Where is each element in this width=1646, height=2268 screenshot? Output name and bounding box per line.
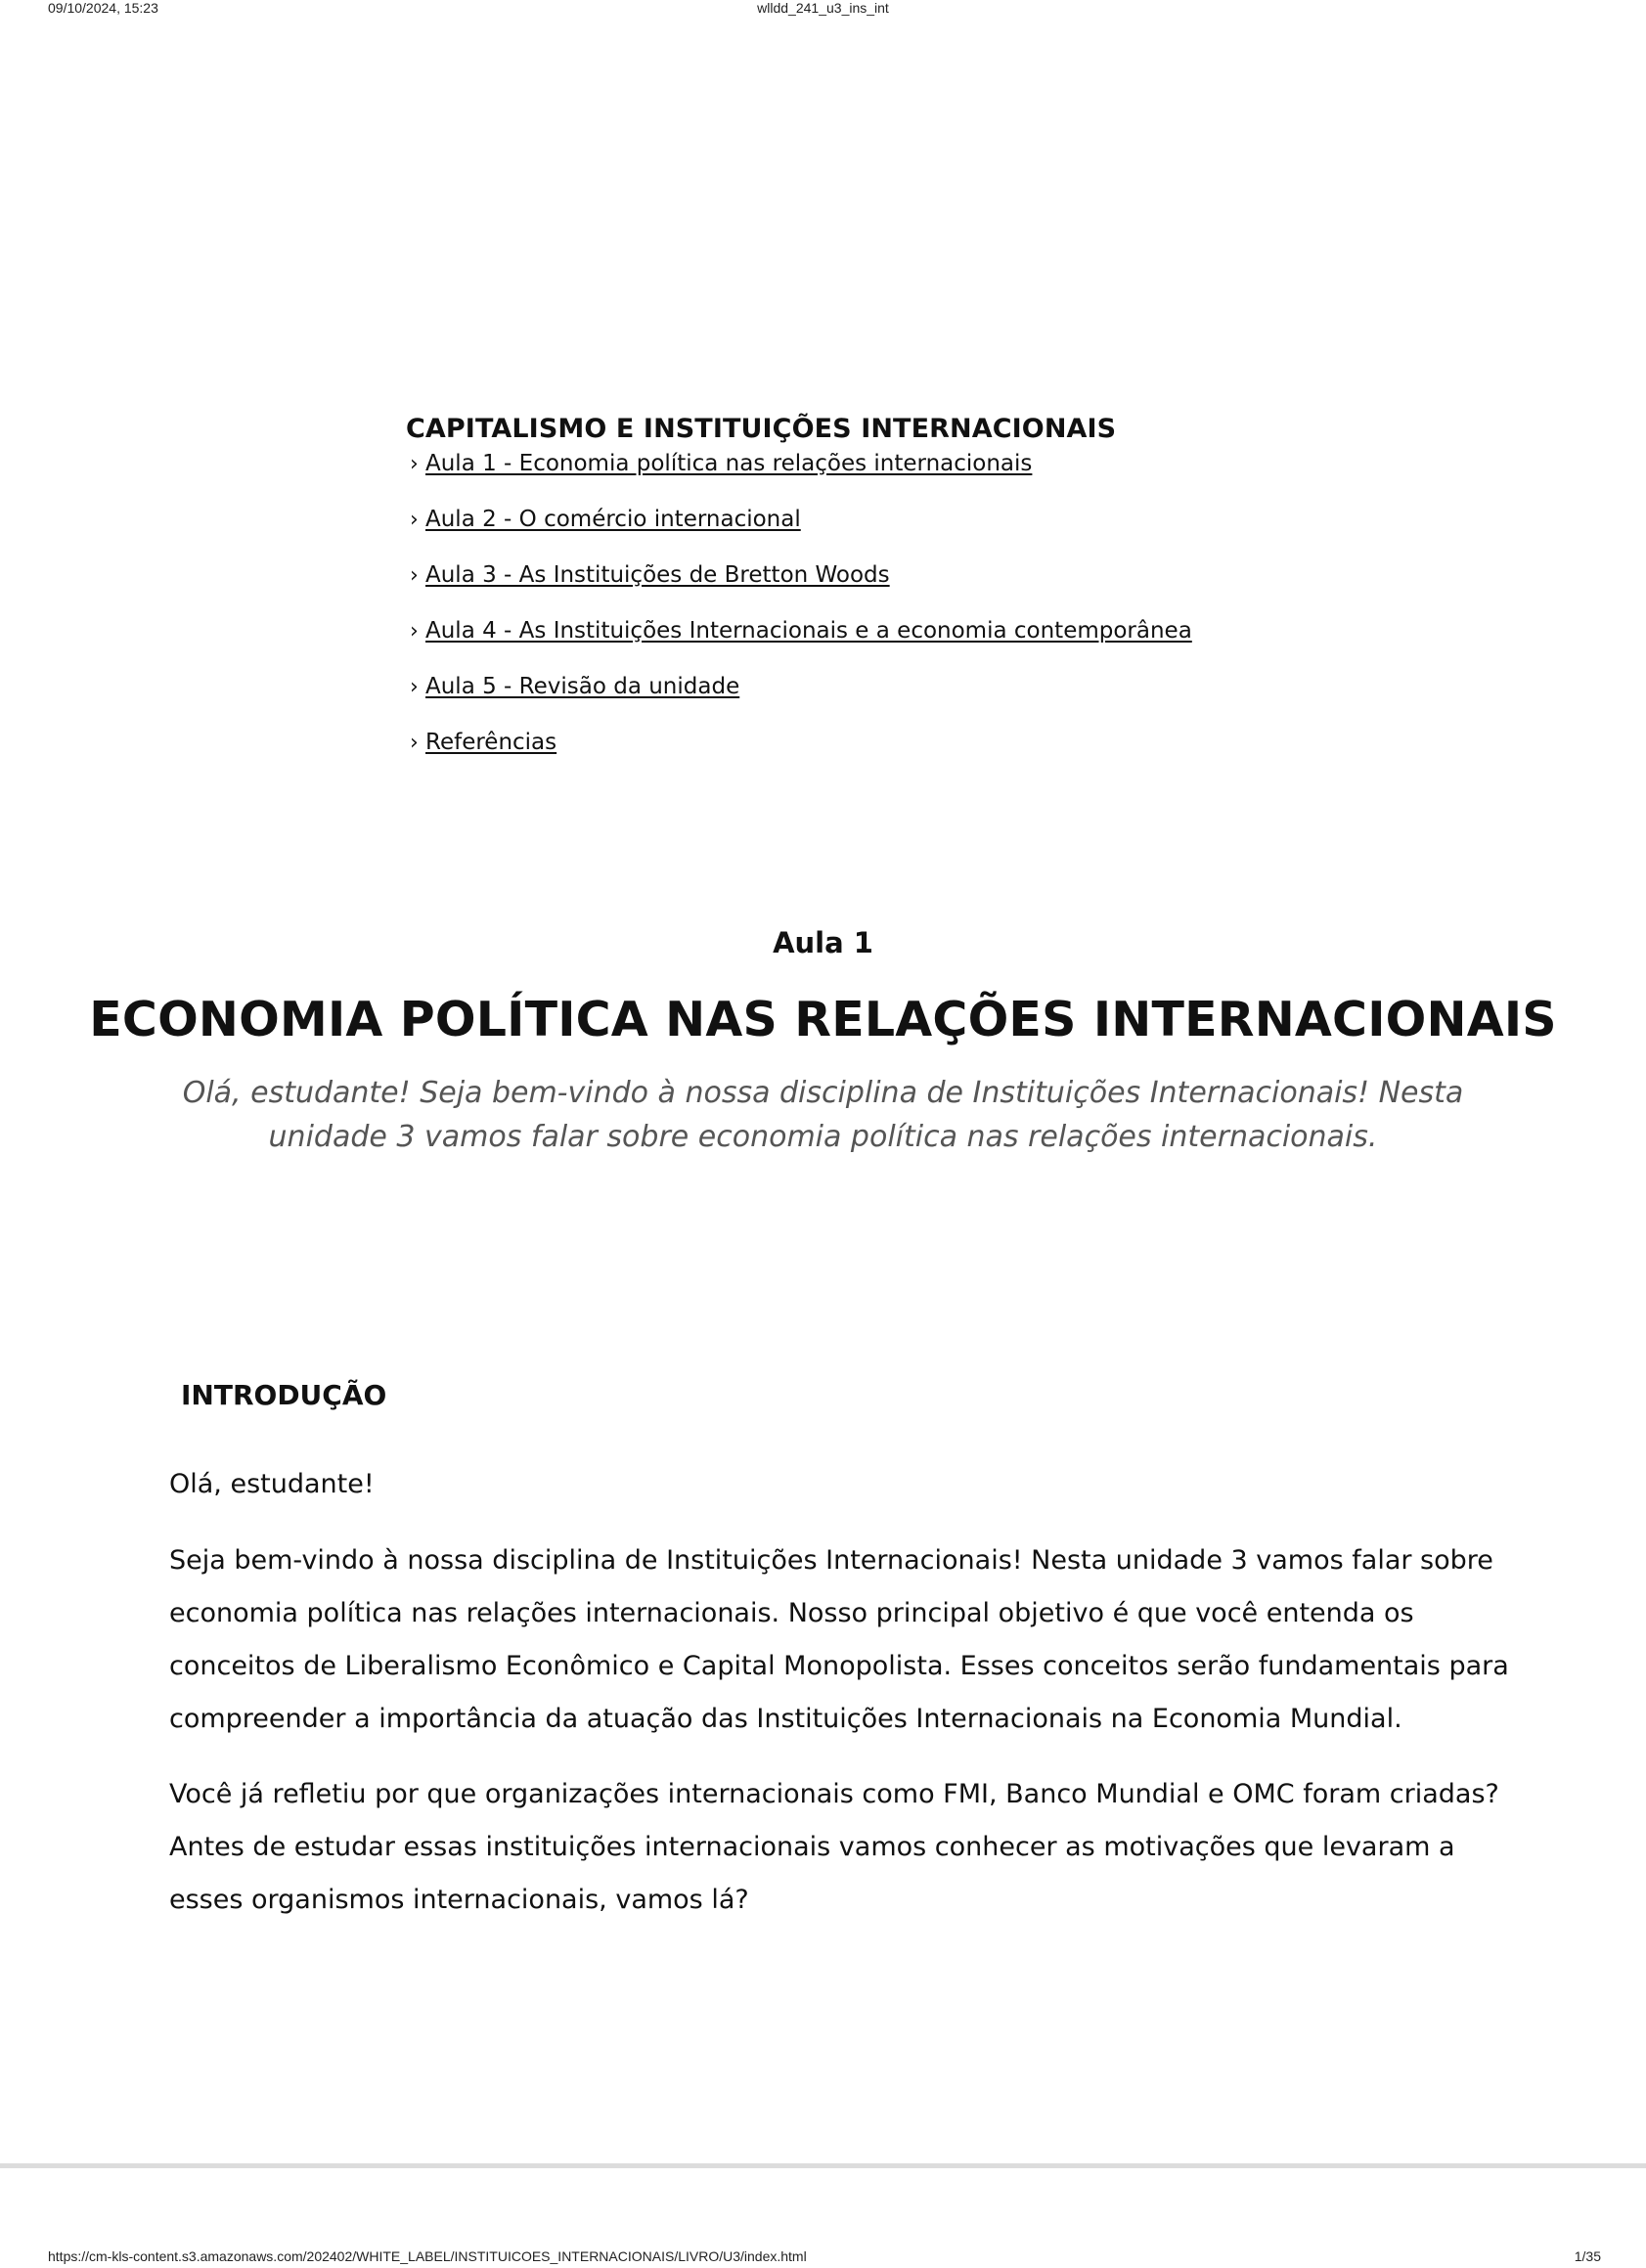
chevron-right-icon: › xyxy=(410,563,419,588)
print-header-datetime: 09/10/2024, 15:23 xyxy=(48,0,158,16)
toc-link-aula-3[interactable]: Aula 3 - As Instituições de Bretton Woods xyxy=(425,562,890,588)
introduction-greeting: Olá, estudante! xyxy=(169,1469,375,1499)
toc-link-aula-1[interactable]: Aula 1 - Economia política nas relações internacionais xyxy=(425,451,1033,476)
chevron-right-icon: › xyxy=(410,452,419,476)
introduction-heading: INTRODUÇÃO xyxy=(181,1379,387,1411)
introduction-paragraph: Seja bem-vindo à nossa disciplina de Instituições Internacionais! Nesta unidade 3 vamos falar sobre economia política nas relações internacionais. Nosso principal objetivo é que você entenda os conceitos de Liberalismo Econômico e Capital Monopolista. Esses conceitos serão fundamentais para compreender a importância da atuação das Instituições Internacionais na Economia Mundial. xyxy=(169,1545,1509,1734)
chevron-right-icon: › xyxy=(410,508,419,532)
toc-item-aula-5 xyxy=(406,671,1286,727)
print-footer-url: https://cm-kls-content.s3.amazonaws.com/202402/WHITE_LABEL/INSTITUICOES_INTERNACIONAIS/LIVRO/U3/index.html xyxy=(48,2248,807,2264)
toc-item-aula-3 xyxy=(406,559,1286,615)
chevron-right-icon: › xyxy=(410,731,419,755)
lesson-label: Aula 1 xyxy=(773,926,873,959)
chevron-right-icon: › xyxy=(410,675,419,699)
toc-item-aula-1 xyxy=(406,448,1286,504)
introduction-paragraph: Você já refletiu por que organizações internacionais como FMI, Banco Mundial e OMC foram criadas? Antes de estudar essas instituições internacionais vamos conhecer as motivações que levaram a esses organismos internacionais, vamos lá? xyxy=(169,1779,1499,1915)
lesson-subtitle: Olá, estudante! Seja bem-vindo à nossa disciplina de Instituições Internacionais! Nesta unidade 3 vamos falar sobre economia política nas relações internacionais. xyxy=(182,1076,1464,1154)
toc-link-referencias[interactable]: Referências xyxy=(425,730,557,755)
print-footer-page-indicator: 1/35 xyxy=(1574,2248,1601,2264)
toc-item-aula-4 xyxy=(406,615,1286,671)
chevron-right-icon: › xyxy=(410,619,419,644)
toc-title: CAPITALISMO E INSTITUIÇÕES INTERNACIONAIS xyxy=(406,414,1117,444)
toc-item-referencias xyxy=(406,727,1286,782)
table-of-contents xyxy=(406,411,1286,782)
lesson-title: ECONOMIA POLÍTICA NAS RELAÇÕES INTERNACIONAIS xyxy=(89,992,1557,1047)
footer-divider xyxy=(0,2163,1646,2168)
toc-link-aula-2[interactable]: Aula 2 - O comércio internacional xyxy=(425,507,801,532)
toc-link-aula-4[interactable]: Aula 4 - As Instituições Internacionais e a economia contemporânea xyxy=(425,618,1192,644)
toc-item-aula-2 xyxy=(406,504,1286,559)
toc-list xyxy=(406,448,1286,782)
toc-link-aula-5[interactable]: Aula 5 - Revisão da unidade xyxy=(425,674,740,699)
print-header-doc-title: wlldd_241_u3_ins_int xyxy=(757,0,889,16)
